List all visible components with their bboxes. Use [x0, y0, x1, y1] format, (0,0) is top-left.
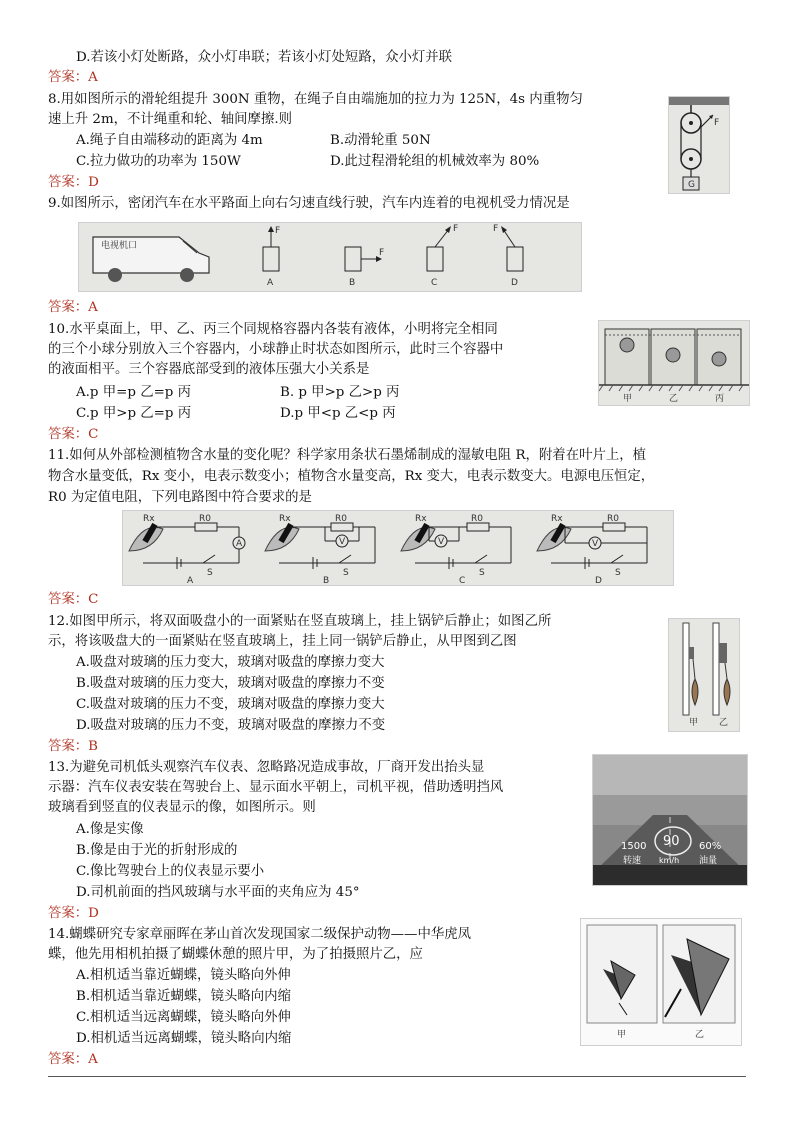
- answer-line: 答案：A: [48, 300, 98, 315]
- question-line: D.吸盘对玻璃的压力不变，玻璃对吸盘的摩擦力不变: [76, 718, 386, 733]
- question-line: 14.蝴蝶研究专家章丽晖在茅山首次发现国家二级保护动物——中华虎凤: [48, 927, 472, 942]
- question-line: 玻璃看到竖直的仪表显示的像，如图所示。则: [48, 800, 316, 815]
- hud-photo: [592, 754, 748, 886]
- circuit-d-r0: R0: [607, 514, 619, 524]
- container-label-bing: 丙: [715, 394, 725, 404]
- question-line: D.若该小灯处断路，众小灯串联；若该小灯处短路，众小灯并联: [76, 50, 453, 65]
- tv-option-b: B: [349, 278, 356, 288]
- circuit-b-meter: V: [339, 537, 346, 547]
- tv-option-c-diagram: [427, 224, 458, 288]
- hud-fuel: 60%: [699, 841, 722, 852]
- circuit-b: [265, 514, 375, 585]
- question-line: 10.水平桌面上，甲、乙、丙三个同规格容器内各装有液体，小明将完全相同: [48, 322, 498, 337]
- circuit-option-a: A: [187, 576, 194, 585]
- container-label-yi: 乙: [669, 394, 679, 404]
- question-line: 9.如图所示，密闭汽车在水平路面上向右匀速直线行驶，汽车内连着的电视机受力情况是: [48, 196, 570, 211]
- tv-a-force: F: [275, 226, 281, 236]
- suction-label-jia: 甲: [689, 718, 699, 728]
- answer-line: 答案：D: [48, 906, 99, 921]
- question-line: 的液面相平。三个容器底部受到的液体压强大小关系是: [48, 362, 370, 377]
- answer-line: 答案：C: [48, 427, 99, 442]
- question-line: C.p 甲>p 乙=p 丙: [76, 406, 192, 421]
- circuit-c: [401, 514, 511, 585]
- tv-option-a: A: [267, 278, 274, 288]
- question-line: 13.为避免司机低头观察汽车仪表、忽略路况造成事故，厂商开发出抬头显: [48, 760, 485, 775]
- hud-speed: 90: [663, 834, 680, 849]
- tv-option-d: D: [511, 278, 518, 288]
- answer-line: 答案：D: [48, 175, 99, 190]
- question-line: 11.如何从外部检测植物含水量的变化呢？科学家用条状石墨烯制成的湿敏电阻 R，附着在叶片上，植: [48, 448, 647, 463]
- circuit-b-r0: R0: [335, 514, 347, 524]
- butterfly-photos: [580, 918, 742, 1046]
- question-line: C.拉力做功的功率为 150W: [76, 154, 241, 169]
- question-line: 的三个小球分别放入三个容器内，小球静止时状态如图所示，此时三个容器中: [48, 342, 504, 357]
- tv-option-b-diagram: [345, 247, 384, 288]
- question-line: D.相机适当远离蝴蝶，镜头略向内缩: [76, 1031, 292, 1046]
- question-line: 示器：汽车仪表安装在驾驶台上、显示面水平朝上，司机平视，借助透明挡风: [48, 780, 504, 795]
- tv-d-force: F: [493, 224, 499, 234]
- circuit-option-b: B: [323, 576, 330, 585]
- question-line: A.p 甲=p 乙=p 丙: [76, 385, 192, 400]
- containers-figure: [598, 320, 750, 406]
- question-line: C.像比驾驶台上的仪表显示要小: [76, 864, 265, 879]
- question-line: 12.如图甲所示，将双面吸盘小的一面紧贴在竖直玻璃上，挂上锅铲后静止；如图乙所: [48, 614, 552, 629]
- circuit-d-rx: Rx: [551, 514, 563, 524]
- footer-rule: [48, 1076, 746, 1077]
- tv-option-a-diagram: [263, 226, 280, 288]
- question-line: B.动滑轮重 50N: [330, 133, 431, 148]
- question-line: D.此过程滑轮组的机械效率为 80%: [330, 154, 540, 169]
- hud-rpm-label: 转速: [623, 856, 642, 866]
- question-line: C.相机适当远离蝴蝶，镜头略向外伸: [76, 1010, 291, 1025]
- hud-unit: km/h: [659, 856, 680, 865]
- question-line: A.相机适当靠近蝴蝶，镜头略向外伸: [76, 968, 291, 983]
- question-line: D.司机前面的挡风玻璃与水平面的夹角应为 45°: [76, 885, 360, 900]
- van-label: 电视机口: [101, 241, 138, 251]
- circuit-option-c: C: [459, 576, 466, 585]
- circuit-c-r0: R0: [471, 514, 483, 524]
- question-line: B. p 甲>p 乙>p 丙: [280, 385, 400, 400]
- circuit-a-rx: Rx: [143, 514, 155, 524]
- pulley-figure: [668, 96, 730, 194]
- container-label-jia: 甲: [623, 394, 633, 404]
- circuit-b-rx: Rx: [279, 514, 291, 524]
- question-line: 示，将该吸盘大的一面紧贴在竖直玻璃上，挂上同一锅铲后静止，从甲图到乙图: [48, 634, 517, 649]
- question-line: B.相机适当靠近蝴蝶，镜头略向内缩: [76, 989, 291, 1004]
- question-line: A.像是实像: [76, 822, 144, 837]
- question-line: 物含水量变低，Rx 变小，电表示数变小；植物含水量变高，Rx 变大，电表示数变大。电源电压恒定，: [48, 469, 655, 484]
- answer-line: 答案：B: [48, 739, 99, 754]
- circuit-c-s: S: [479, 568, 485, 578]
- tv-c-force: F: [453, 224, 459, 234]
- question-line: A.吸盘对玻璃的压力变大，玻璃对吸盘的摩擦力变大: [76, 655, 385, 670]
- circuit-d-s: S: [615, 568, 621, 578]
- question-line: 蝶，他先用相机拍摄了蝴蝶休憩的照片甲，为了拍摄照片乙，应: [48, 947, 423, 962]
- question-line: 速上升 2m，不计绳重和轮、轴间摩擦.则: [48, 112, 292, 127]
- tv-force-figure: [78, 222, 582, 292]
- question-line: C.吸盘对玻璃的压力不变，玻璃对吸盘的摩擦力变大: [76, 697, 385, 712]
- circuit-a: [129, 514, 245, 585]
- pulley-force-label: F: [714, 118, 720, 128]
- butterfly-label-yi: 乙: [695, 1030, 705, 1040]
- circuit-b-s: S: [343, 568, 349, 578]
- circuit-c-rx: Rx: [415, 514, 427, 524]
- circuit-d-meter: V: [592, 539, 599, 549]
- circuit-d: [537, 514, 647, 585]
- circuit-a-r0: R0: [199, 514, 211, 524]
- suction-cup-figure: [668, 618, 740, 732]
- answer-line: 答案：A: [48, 1052, 98, 1067]
- butterfly-label-jia: 甲: [617, 1030, 627, 1040]
- question-line: B.吸盘对玻璃的压力变大，玻璃对吸盘的摩擦力不变: [76, 676, 385, 691]
- question-line: A.绳子自由端移动的距离为 4m: [76, 133, 263, 148]
- pulley-weight-label: G: [688, 180, 695, 190]
- suction-label-yi: 乙: [719, 718, 729, 728]
- tv-option-c: C: [431, 278, 438, 288]
- tv-option-d-diagram: [493, 224, 523, 288]
- answer-line: 答案：C: [48, 592, 99, 607]
- tv-b-force: F: [379, 248, 385, 258]
- circuit-a-s: S: [207, 568, 213, 578]
- hud-rpm: 1500: [621, 841, 647, 852]
- question-line: R0 为定值电阻，下列电路图中符合要求的是: [48, 490, 312, 505]
- question-line: D.p 甲<p 乙<p 丙: [280, 406, 396, 421]
- hud-fuel-label: 油量: [699, 856, 718, 866]
- circuit-a-meter: A: [236, 539, 243, 549]
- circuit-c-meter: V: [438, 537, 445, 547]
- circuit-option-d: D: [595, 576, 602, 585]
- answer-line: 答案：A: [48, 70, 98, 85]
- question-line: B.像是由于光的折射形成的: [76, 843, 238, 858]
- circuits-figure: [122, 510, 674, 586]
- question-line: 8.用如图所示的滑轮组提升 300N 重物，在绳子自由端施加的拉力为 125N，4s 内重物匀: [48, 92, 583, 107]
